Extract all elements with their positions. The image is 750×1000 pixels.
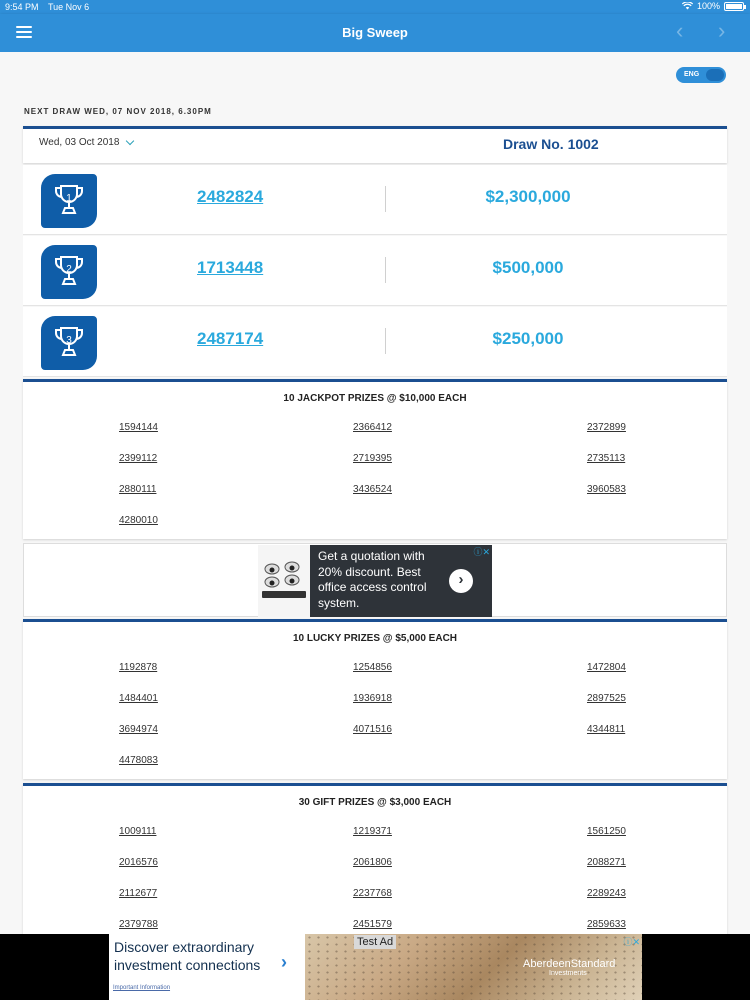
winning-number[interactable]: 4344811: [587, 724, 626, 735]
status-date: Tue Nov 6: [48, 2, 90, 12]
winning-number[interactable]: 1219371: [353, 826, 392, 837]
trophy-rank: 3: [66, 335, 72, 346]
trophy-icon: [41, 316, 97, 370]
forward-arrow-icon[interactable]: ›: [718, 18, 726, 43]
lucky-title: 10 LUCKY PRIZES @ $5,000 EACH: [292, 633, 458, 644]
trophy-rank: 2: [66, 264, 72, 275]
page-title: Big Sweep: [342, 25, 408, 40]
camera-image: [258, 545, 310, 617]
draw-header: [23, 126, 727, 163]
inline-advertisement[interactable]: [23, 543, 727, 617]
bottom-ad-banner[interactable]: [109, 934, 642, 1000]
winning-number[interactable]: 1192878: [119, 662, 158, 673]
draw-number: Draw No. 1002: [503, 136, 599, 152]
ad-close-icon[interactable]: ⓘ✕: [473, 547, 490, 557]
trophy-icon: [41, 245, 97, 299]
ad-go-icon[interactable]: ›: [449, 569, 473, 593]
status-right: [682, 1, 744, 11]
second-prize-number[interactable]: 1713448: [197, 258, 264, 277]
ad-info-icon[interactable]: ⓘ✕: [623, 937, 640, 947]
battery-percent: 100%: [696, 1, 720, 11]
winning-number[interactable]: 2372899: [587, 422, 626, 433]
winning-number[interactable]: 2088271: [587, 857, 626, 868]
chevron-down-icon: [126, 137, 134, 145]
winning-number[interactable]: 1936918: [353, 693, 392, 704]
bottom-ad-text: [114, 938, 260, 974]
draw-date-value: Wed, 03 Oct 2018: [39, 137, 120, 148]
brand-name: AberdeenStandard: [523, 958, 616, 970]
language-toggle[interactable]: [676, 67, 726, 83]
chevron-right-icon[interactable]: ›: [281, 952, 287, 972]
winning-number[interactable]: 3436524: [353, 484, 392, 495]
third-prize-amount: $250,000: [492, 329, 564, 348]
winning-number[interactable]: 1254856: [353, 662, 392, 673]
winning-number[interactable]: 2379788: [119, 919, 158, 930]
winning-number[interactable]: 1561250: [587, 826, 626, 837]
important-info-link[interactable]: Important Information: [113, 985, 171, 991]
winning-number[interactable]: 2112677: [119, 888, 158, 899]
back-arrow-icon[interactable]: ‹: [676, 18, 684, 43]
trophy-rank: 1: [66, 193, 72, 204]
divider: [385, 328, 386, 354]
winning-number[interactable]: 1484401: [119, 693, 158, 704]
winning-number[interactable]: 1594144: [119, 422, 158, 433]
winning-number[interactable]: 2289243: [587, 888, 626, 899]
main-content: [0, 52, 750, 934]
lucky-prizes-card: [23, 619, 727, 779]
winning-number[interactable]: 2859633: [587, 919, 626, 930]
winning-number[interactable]: 2237768: [353, 888, 392, 899]
ad-text: Get a quotation with 20% discount. Best office access control system.: [318, 549, 427, 610]
draw-date-select[interactable]: [39, 137, 133, 148]
winning-number[interactable]: 1009111: [119, 826, 157, 837]
test-ad-label: Test Ad: [354, 935, 396, 949]
winning-number[interactable]: 2016576: [119, 857, 158, 868]
second-prize-amount: $500,000: [492, 258, 564, 277]
third-prize-number[interactable]: 2487174: [197, 329, 264, 348]
navbar: [0, 14, 750, 52]
battery-icon: [724, 2, 744, 11]
status-bar: [0, 0, 750, 14]
trophy-icon: [41, 174, 97, 228]
first-prize-number[interactable]: 2482824: [197, 187, 264, 206]
brand-subtitle: Investments: [549, 970, 587, 977]
bottom-ad-line2: investment connections: [114, 957, 261, 973]
gift-prizes-card: [23, 783, 727, 943]
gift-title: 30 GIFT PRIZES @ $3,000 EACH: [298, 797, 452, 808]
winning-number[interactable]: 3694974: [119, 724, 158, 735]
winning-number[interactable]: 2451579: [353, 919, 392, 930]
prize-row-first: [23, 165, 727, 235]
winning-number[interactable]: 2880111: [119, 484, 157, 495]
winning-number[interactable]: 2399112: [119, 453, 158, 464]
divider: [385, 186, 386, 212]
divider: [385, 257, 386, 283]
winning-number[interactable]: 3960583: [587, 484, 626, 495]
status-time: 9:54 PM: [5, 2, 39, 12]
winning-number[interactable]: 2897525: [587, 693, 626, 704]
jackpot-prizes-card: [23, 379, 727, 539]
bottom-advertisement: [0, 934, 750, 1000]
prize-row-second: [23, 236, 727, 306]
winning-number[interactable]: 2735113: [587, 453, 626, 464]
prize-row-third: [23, 307, 727, 377]
winning-number[interactable]: 2061806: [353, 857, 392, 868]
language-label: ENG: [684, 71, 700, 78]
winning-number[interactable]: 4280010: [119, 515, 158, 526]
toggle-knob: [706, 69, 724, 81]
ad-banner[interactable]: [258, 545, 492, 617]
winning-number[interactable]: 2366412: [353, 422, 392, 433]
winning-number[interactable]: 4478083: [119, 755, 158, 766]
winning-number[interactable]: 1472804: [587, 662, 626, 673]
winning-number[interactable]: 2719395: [353, 453, 392, 464]
jackpot-title: 10 JACKPOT PRIZES @ $10,000 EACH: [283, 393, 467, 404]
winning-number[interactable]: 4071516: [353, 724, 392, 735]
bottom-ad-line1: Discover extraordinary: [114, 939, 255, 955]
first-prize-amount: $2,300,000: [485, 187, 571, 206]
wifi-icon: [682, 2, 693, 10]
next-draw-info: NEXT DRAW WED, 07 NOV 2018, 6.30PM: [24, 107, 212, 116]
